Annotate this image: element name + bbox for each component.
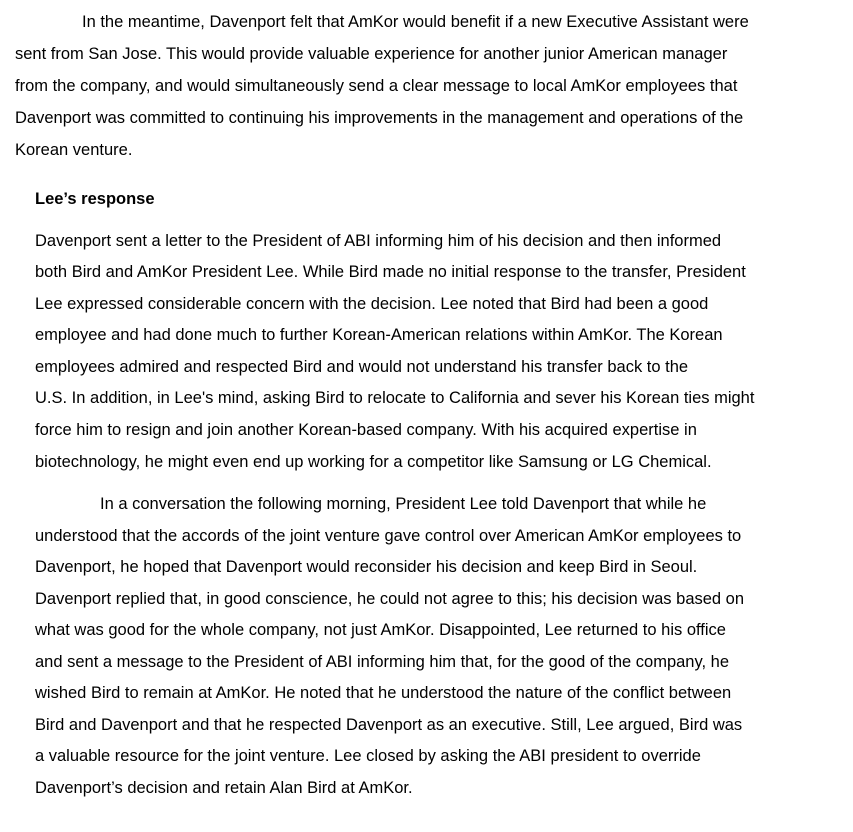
text-line: what was good for the whole company, not just AmKor. Disappointed, Lee returned to his office	[35, 621, 726, 639]
text-line: Bird and Davenport and that he respected Davenport as an executive. Still, Lee argued, Bird was	[35, 716, 743, 734]
text-line: both Bird and AmKor President Lee. While Bird made no initial response to the transfer, President	[35, 263, 746, 281]
text-line: force him to resign and join another Korean-based company. With his acquired expertise in	[35, 421, 697, 439]
section-heading: Lee’s response	[35, 190, 155, 208]
text-line: Davenport’s decision and retain Alan Bird at AmKor.	[35, 779, 413, 797]
text-line: sent from San Jose. This would provide valuable experience for another junior American manager	[15, 45, 728, 63]
text-line: Davenport was committed to continuing his improvements in the management and operations of the	[15, 109, 744, 127]
text-line: and sent a message to the President of ABI informing him that, for the good of the company, he	[35, 653, 730, 671]
text-line: employee and had done much to further Korean-American relations within AmKor. The Korean	[35, 326, 723, 344]
text-line: In the meantime, Davenport felt that AmKor would benefit if a new Executive Assistant were	[82, 13, 749, 31]
text-line: wished Bird to remain at AmKor. He noted that he understood the nature of the conflict between	[35, 684, 732, 702]
text-line: U.S. In addition, in Lee's mind, asking Bird to relocate to California and sever his Korean ties might	[35, 389, 755, 407]
text-line: Davenport, he hoped that Davenport would reconsider his decision and keep Bird in Seoul.	[35, 558, 698, 576]
text-line: biotechnology, he might even end up working for a competitor like Samsung or LG Chemical.	[35, 453, 712, 471]
text-line: Davenport sent a letter to the President of ABI informing him of his decision and then informed	[35, 232, 722, 250]
text-line: employees admired and respected Bird and would not understand his transfer back to the	[35, 358, 689, 376]
text-line: Davenport replied that, in good conscience, he could not agree to this; his decision was based on	[35, 590, 745, 608]
text-line: understood that the accords of the joint venture gave control over American AmKor employees to	[35, 527, 742, 545]
text-line: In a conversation the following morning, President Lee told Davenport that while he	[100, 495, 707, 513]
text-line: a valuable resource for the joint venture. Lee closed by asking the ABI president to override	[35, 747, 701, 765]
text-line: Lee expressed considerable concern with the decision. Lee noted that Bird had been a good	[35, 295, 709, 313]
text-line: from the company, and would simultaneously send a clear message to local AmKor employees that	[15, 77, 738, 95]
text-line: Korean venture.	[15, 141, 133, 159]
